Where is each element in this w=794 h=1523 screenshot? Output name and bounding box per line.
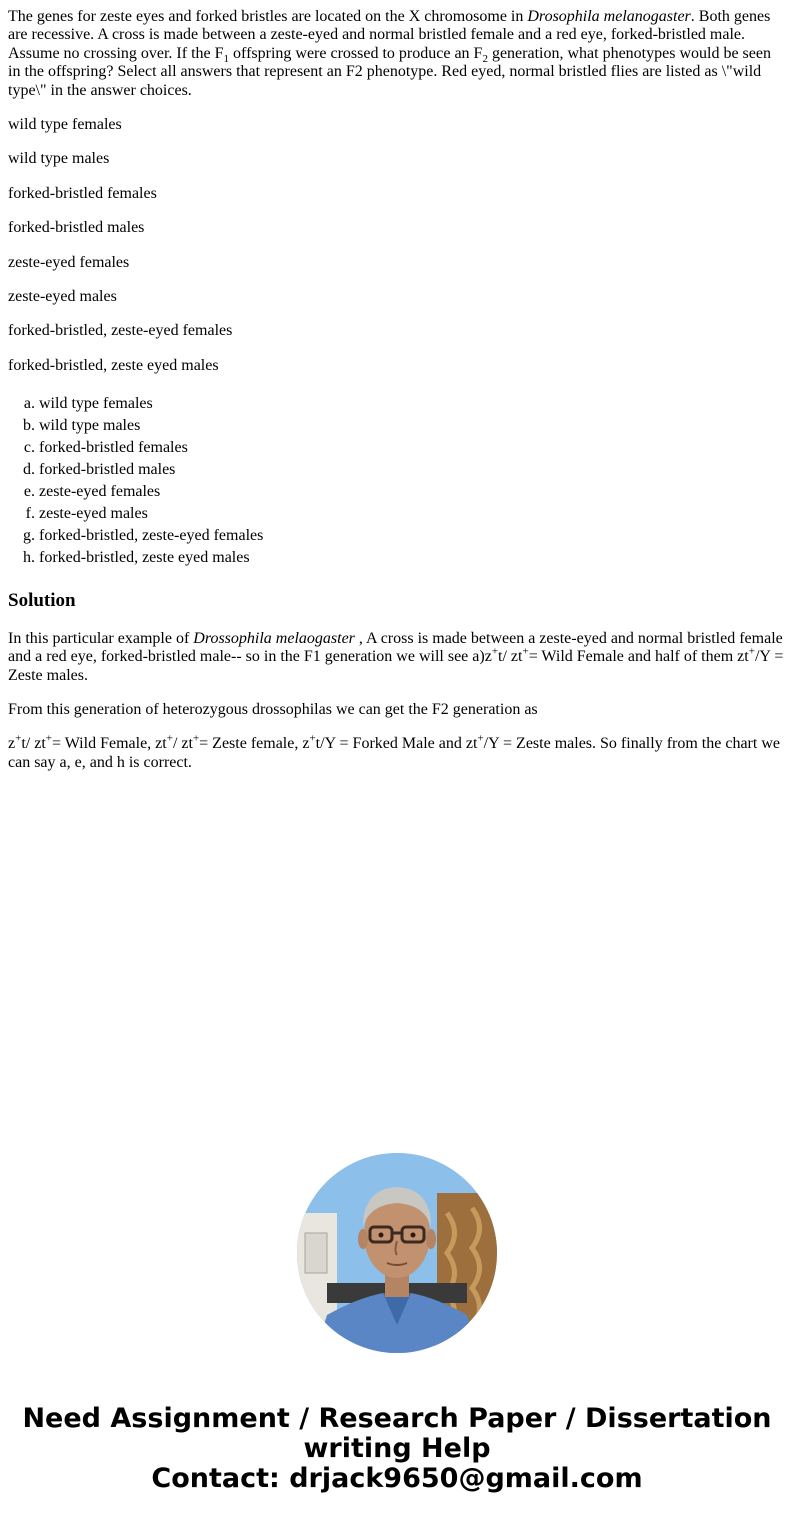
superscript: + (192, 733, 200, 746)
answer-item: f. zeste-eyed males (39, 503, 786, 525)
solution-part: z (8, 735, 16, 753)
solution-part: t/ zt (498, 648, 523, 666)
option-paragraph: zeste-eyed females (8, 253, 130, 271)
answer-item: g. forked-bristled, zeste-eyed females (39, 525, 786, 547)
answer-list (8, 393, 786, 569)
solution-part: , A cross is made between a zeste-eyed and normal bristled female and a red eye, forked-bristled male-- so in the F1 generation we will see a)z (8, 629, 783, 666)
answer-item: c. forked-bristled females (39, 437, 786, 459)
option-paragraph: forked-bristled, zeste-eyed females (8, 322, 233, 340)
solution-part: = Wild Female and half of them zt (528, 648, 749, 666)
answer-item: a. wild type females (39, 393, 786, 415)
superscript: + (45, 733, 52, 746)
superscript: + (522, 645, 529, 658)
option-paragraph: zeste-eyed males (8, 287, 117, 305)
subscript: 2 (482, 52, 488, 65)
solution-part: In this particular example of (8, 629, 194, 647)
solution-part: /Y = Zeste males. So finally from the chart we can say a, e, and h is correct. (8, 735, 780, 771)
footer-banner (0, 1404, 794, 1494)
option-paragraph: forked-bristled males (8, 219, 145, 237)
solution-paragraph-1 (8, 630, 786, 685)
superscript: + (15, 733, 22, 746)
question-part: . Both genes are recessive. A cross is made between a zeste-eyed and normal bristled female and a red eye, forked-bristled male. Assume no crossing over. If the F (8, 8, 771, 62)
solution-part: /Y = Zeste males. (8, 648, 784, 684)
option-paragraph: forked-bristled females (8, 184, 157, 202)
answer-item: b. wild type males (39, 415, 786, 437)
option-paragraph: wild type females (8, 115, 122, 133)
answer-item: e. zeste-eyed females (39, 481, 786, 503)
solution-paragraph-3 (8, 735, 786, 772)
footer-line-2: writing Help (303, 1433, 491, 1464)
answer-item: h. forked-bristled, zeste eyed males (39, 547, 786, 569)
species-name: Drosophila melanogaster (527, 8, 691, 25)
question-part: The genes for zeste eyes and forked bristles are located on the X chromosome in (8, 8, 528, 25)
answer-item: d. forked-bristled males (39, 459, 786, 481)
species-name: Drossophila melaogaster (193, 629, 355, 647)
solution-part: t/ zt (21, 735, 46, 753)
solution-heading: Solution (8, 590, 76, 612)
question-part: offspring were crossed to produce an F (229, 44, 483, 62)
solution-part: t/Y = Forked Male and zt (315, 735, 478, 753)
solution-part: = Zeste female, z (199, 735, 310, 753)
portrait-illustration (297, 1153, 497, 1353)
author-photo (297, 1153, 497, 1353)
question-text (8, 8, 786, 100)
option-paragraphs (8, 116, 786, 375)
solution-part: / zt (172, 735, 193, 753)
question-part: generation, what phenotypes would be seen in the offspring? Select all answers that represent an F2 phenotype. Red eyed, normal bristled flies are listed as \"wild type\" in the answer choices. (8, 44, 771, 99)
superscript: + (477, 733, 484, 746)
option-paragraph: forked-bristled, zeste eyed males (8, 356, 219, 374)
superscript: + (309, 733, 316, 746)
superscript: + (748, 645, 755, 658)
option-paragraph: wild type males (8, 150, 110, 168)
solution-part: = Wild Female, zt (51, 735, 167, 753)
superscript: + (166, 733, 173, 746)
footer-contact: Contact: drjack9650@gmail.com (151, 1463, 643, 1494)
superscript: + (491, 645, 499, 658)
footer-line-1: Need Assignment / Research Paper / Dissertation (22, 1403, 772, 1434)
subscript: 1 (223, 52, 230, 65)
solution-paragraph-2: From this generation of heterozygous drossophilas we can get the F2 generation as (8, 701, 538, 719)
